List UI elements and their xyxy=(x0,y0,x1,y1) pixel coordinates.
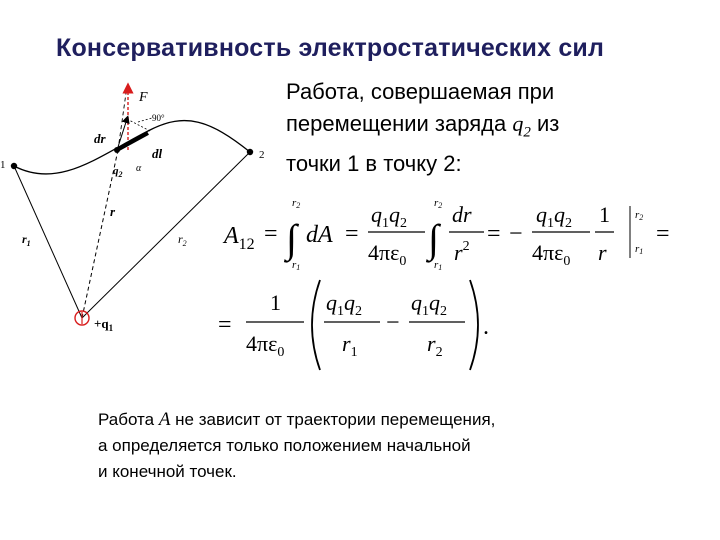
integral-2-lower: r1 xyxy=(434,259,443,272)
fraction-3-den: $4\pi\varepsilon_0$ xyxy=(532,240,571,269)
formula-minus-2: − xyxy=(386,310,400,336)
formula-eq-3: = xyxy=(487,221,501,247)
formula-minus-1: − xyxy=(509,221,523,247)
slide-title: Консервативность электростатических сил xyxy=(56,34,605,62)
intro-line-2-text: перемещении заряда xyxy=(286,111,513,136)
fraction-7-den: $r_2$ xyxy=(427,331,443,360)
fraction-1-num: $q_1q_2$ xyxy=(371,202,407,231)
conclusion-text xyxy=(98,407,495,485)
conclusion-line-1: Работа A не зависит от траектории перемещения, xyxy=(98,409,496,430)
point-1-label: 1 xyxy=(0,159,6,171)
formula-dA: dA xyxy=(306,222,333,248)
r2-label: $r_2$ xyxy=(178,232,187,248)
r-label: r xyxy=(110,204,116,219)
fraction-6-num: $q_1q_2$ xyxy=(326,290,362,319)
integral-1-upper: r2 xyxy=(292,197,301,210)
eval-lower: r1 xyxy=(635,243,644,256)
fraction-2-num: dr xyxy=(452,202,472,227)
formula-eq-5: = xyxy=(218,312,232,338)
conclusion-line-2: а определяется только положением начальной xyxy=(98,436,471,455)
intro-line-1: Работа, совершаемая при xyxy=(286,79,555,104)
formula-eq-1: = xyxy=(264,221,278,247)
r1-label: $r_1$ xyxy=(22,232,31,248)
conclusion-line-3: и конечной точек. xyxy=(98,462,237,481)
fraction-1-den: $4\pi\varepsilon_0$ xyxy=(368,240,407,269)
fraction-6-den: $r_1$ xyxy=(342,331,358,360)
source-charge-label: $+q_1$ xyxy=(94,316,114,333)
fraction-4-den: r xyxy=(598,240,607,265)
formula-eq-4: = xyxy=(656,221,670,247)
point-2-label: 2 xyxy=(259,149,265,161)
integral-1-lower: r1 xyxy=(292,259,301,272)
formula-period: . xyxy=(483,314,489,340)
formula-eq-2: = xyxy=(345,221,359,247)
intro-line-3: точки 1 в точку 2: xyxy=(286,151,462,177)
integral-2: ∫ xyxy=(428,216,439,261)
fraction-4-num: 1 xyxy=(599,202,610,227)
force-label: F xyxy=(139,90,148,105)
paren-right xyxy=(470,280,478,370)
work-symbol: A xyxy=(158,409,171,430)
dr-label: dr xyxy=(94,131,106,146)
intro-line-2-end: из xyxy=(530,111,560,136)
integral-1: ∫ xyxy=(286,216,297,261)
fraction-7-num: $q_1q_2$ xyxy=(411,290,447,319)
fraction-5-den: $4\pi\varepsilon_0$ xyxy=(246,331,285,360)
angle-90-label: 90° xyxy=(152,113,165,123)
dl-label: dl xyxy=(152,146,163,161)
eval-upper: r2 xyxy=(635,209,644,222)
fraction-5-num: 1 xyxy=(270,290,281,315)
formula-A: $A_{12}$ xyxy=(224,223,255,253)
paren-left xyxy=(312,280,320,370)
charge-q2-symbol: $q_2$ xyxy=(512,111,531,141)
alpha-label: α xyxy=(136,163,142,174)
q2-label: $q_2$ xyxy=(113,165,123,179)
integral-2-upper: r2 xyxy=(434,197,443,210)
fraction-2-den: $r^2$ xyxy=(454,239,470,265)
fraction-3-num: $q_1q_2$ xyxy=(536,202,572,231)
